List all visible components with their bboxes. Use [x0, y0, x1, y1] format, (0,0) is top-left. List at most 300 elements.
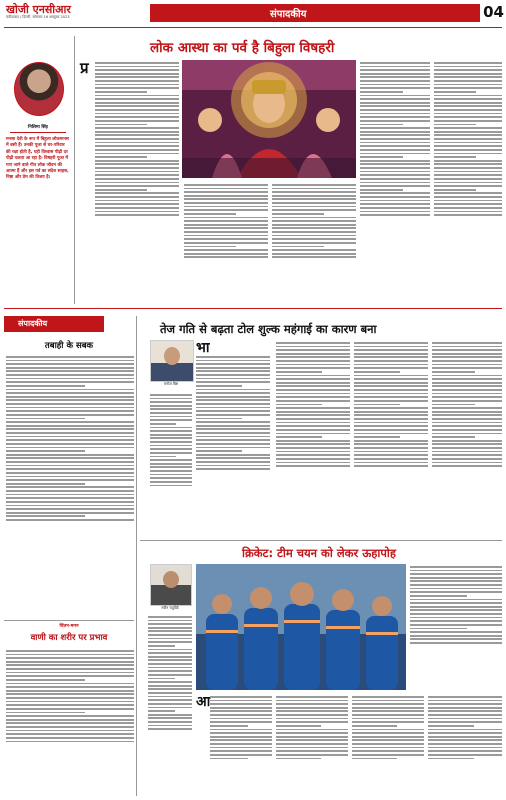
text-line [272, 224, 356, 226]
text-line [360, 134, 430, 136]
text-line [6, 715, 134, 717]
text-line [276, 718, 348, 720]
text-line [360, 113, 430, 115]
text-line [196, 468, 270, 470]
text-line [196, 378, 270, 380]
text-line [276, 707, 348, 709]
text-line [276, 732, 348, 734]
text-line [95, 66, 179, 68]
text-line [428, 732, 502, 734]
toll-headline: तेज गति से बढ़ता टोल शुल्क महंगाई का कारण बना [160, 322, 377, 336]
text-line [210, 750, 272, 752]
text-line [184, 213, 236, 215]
text-line [272, 256, 356, 258]
text-line [6, 690, 134, 692]
text-line [6, 494, 134, 496]
text-line [196, 457, 270, 459]
text-line [184, 224, 268, 226]
text-line [428, 729, 502, 731]
toll-text-col-0 [150, 392, 192, 538]
text-line [354, 440, 428, 442]
text-line [434, 69, 502, 71]
text-line [210, 714, 272, 716]
text-line [354, 389, 428, 391]
text-line [434, 192, 502, 194]
left-col-divider [136, 316, 137, 796]
text-line [432, 465, 502, 467]
text-line [360, 131, 430, 133]
text-line [360, 214, 430, 216]
text-line [150, 405, 192, 407]
toll-text-col-3 [354, 340, 428, 538]
text-line [196, 360, 270, 362]
text-line [360, 207, 430, 209]
text-line [6, 657, 134, 659]
text-line [210, 707, 272, 709]
text-line [354, 400, 428, 402]
text-line [6, 370, 134, 372]
text-line [432, 436, 475, 438]
text-line [95, 207, 179, 209]
text-line [410, 628, 467, 630]
brand-logo: खोजी एनसीआर [6, 3, 71, 16]
text-line [276, 375, 350, 377]
text-line [432, 378, 502, 380]
text-line [150, 412, 192, 414]
text-line [184, 206, 268, 208]
text-line [95, 113, 179, 115]
text-line [432, 422, 502, 424]
text-line [150, 459, 192, 461]
text-line [184, 209, 268, 211]
text-line [95, 69, 179, 71]
text-line [95, 196, 179, 198]
text-line [354, 367, 428, 369]
text-line [410, 595, 467, 597]
text-line [434, 174, 502, 176]
text-line [148, 728, 192, 730]
text-line [360, 66, 430, 68]
text-line [95, 62, 179, 64]
text-line [434, 211, 502, 213]
text-line [354, 458, 428, 460]
text-line [6, 392, 134, 394]
text-line [434, 156, 476, 158]
text-line [276, 703, 348, 705]
text-line [276, 710, 348, 712]
text-line [210, 739, 272, 741]
text-line [196, 356, 270, 358]
text-line [276, 371, 322, 373]
text-line [276, 436, 322, 438]
text-line [352, 732, 424, 734]
main-headline: लोक आस्था का पर्व है बिहुला विषहरी [150, 40, 335, 56]
text-line [434, 95, 502, 97]
cricket-author-photo [150, 564, 192, 606]
text-line [434, 196, 502, 198]
text-line [272, 227, 356, 229]
text-line [354, 356, 428, 358]
text-line [95, 160, 179, 162]
text-line [360, 80, 430, 82]
cricket-text-col-2 [276, 694, 348, 796]
text-line [196, 454, 270, 456]
text-line [150, 434, 192, 436]
text-line [434, 116, 502, 118]
text-line [210, 721, 272, 723]
text-line [184, 238, 268, 240]
author-rule [10, 132, 66, 133]
text-line [434, 76, 502, 78]
text-line [354, 436, 400, 438]
text-line [6, 650, 134, 652]
text-line [6, 454, 134, 456]
text-line [210, 758, 248, 760]
text-line [352, 754, 424, 756]
text-line [276, 462, 350, 464]
text-line [434, 200, 502, 202]
toll-text-col-2 [276, 340, 350, 538]
text-line [410, 638, 502, 640]
text-line [196, 436, 270, 438]
text-line [6, 654, 134, 656]
text-line [148, 681, 192, 683]
text-line [6, 468, 134, 470]
text-line [95, 102, 179, 104]
text-line [196, 443, 270, 445]
text-line [148, 678, 175, 680]
text-line [354, 346, 428, 348]
text-line [360, 84, 430, 86]
text-line [434, 124, 476, 126]
main-text-col-4 [360, 60, 430, 304]
text-line [360, 178, 430, 180]
text-line [272, 235, 356, 237]
text-line [432, 404, 475, 406]
text-line [148, 699, 192, 701]
text-line [410, 577, 502, 579]
text-line [276, 360, 350, 362]
text-line [272, 253, 356, 255]
text-line [428, 703, 502, 705]
text-line [276, 758, 321, 760]
text-line [95, 80, 179, 82]
cricket-author-caption: नवीन चतुर्वेदी [161, 606, 179, 610]
text-line [6, 457, 134, 459]
text-line [360, 69, 430, 71]
text-line [95, 95, 179, 97]
text-line [196, 410, 270, 412]
text-line [276, 404, 322, 406]
text-line [272, 209, 356, 211]
text-line [434, 142, 502, 144]
text-line [148, 714, 192, 716]
text-line [148, 721, 192, 723]
text-line [6, 367, 134, 369]
text-line [6, 479, 134, 481]
text-line [434, 203, 502, 205]
text-line [6, 418, 85, 420]
text-line [410, 609, 502, 611]
text-line [196, 428, 270, 430]
text-line [150, 470, 192, 472]
text-line [432, 429, 502, 431]
text-line [428, 721, 502, 723]
text-line [432, 454, 502, 456]
text-line [196, 399, 270, 401]
text-line [150, 466, 192, 468]
text-line [95, 134, 179, 136]
text-line [184, 188, 268, 190]
text-line [95, 200, 179, 202]
text-line [6, 428, 134, 430]
text-line [196, 465, 270, 467]
text-line [210, 718, 272, 720]
text-line [95, 84, 179, 86]
masthead [0, 0, 506, 26]
text-line [148, 692, 192, 694]
text-line [434, 131, 502, 133]
text-line [6, 679, 85, 681]
text-line [196, 363, 270, 365]
text-line [276, 342, 350, 344]
text-line [95, 142, 179, 144]
text-line [360, 203, 430, 205]
text-line [95, 91, 147, 93]
text-line [6, 410, 134, 412]
text-line [276, 729, 348, 731]
text-line [432, 407, 502, 409]
text-line [276, 451, 350, 453]
text-line [276, 349, 350, 351]
text-line [354, 465, 428, 467]
text-line [428, 750, 502, 752]
toll-author-photo [150, 340, 194, 382]
cricket-text-col-r1 [410, 564, 502, 690]
text-line [6, 490, 134, 492]
text-line [272, 231, 356, 233]
text-line [360, 87, 430, 89]
text-line [184, 202, 268, 204]
text-line [95, 116, 179, 118]
text-line [150, 448, 192, 450]
text-line [148, 717, 192, 719]
text-line [148, 710, 175, 712]
text-line [360, 138, 430, 140]
text-line [150, 398, 192, 400]
text-line [434, 84, 502, 86]
text-line [6, 421, 134, 423]
section-divider-1 [4, 308, 502, 309]
text-line [276, 346, 350, 348]
text-line [276, 465, 350, 467]
text-line [410, 573, 502, 575]
text-line [210, 729, 272, 731]
text-line [184, 184, 268, 186]
text-line [428, 707, 502, 709]
text-line [410, 617, 502, 619]
text-line [360, 200, 430, 202]
text-line [360, 91, 403, 93]
text-line [272, 198, 356, 200]
text-line [434, 138, 502, 140]
text-line [150, 474, 192, 476]
text-line [95, 163, 179, 165]
sampadakiya-label: संपादकीय [18, 319, 48, 328]
text-line [360, 102, 430, 104]
text-line [184, 217, 268, 219]
bottom-editorial-text [6, 648, 134, 796]
text-line [196, 389, 270, 391]
text-line [354, 360, 428, 362]
text-line [210, 703, 272, 705]
text-line [272, 249, 356, 251]
text-line [354, 443, 428, 445]
text-line [6, 686, 134, 688]
text-line [272, 220, 356, 222]
text-line [432, 425, 502, 427]
text-line [352, 725, 397, 727]
text-line [360, 185, 430, 187]
text-line [150, 485, 192, 487]
text-line [360, 124, 403, 126]
text-line [434, 189, 476, 191]
text-line [196, 450, 242, 452]
text-line [95, 98, 179, 100]
text-line [95, 167, 179, 169]
text-line [95, 203, 179, 205]
author-box [4, 36, 72, 304]
text-line [360, 167, 430, 169]
text-line [95, 131, 179, 133]
text-line [276, 440, 350, 442]
text-line [184, 246, 236, 248]
text-line [354, 425, 428, 427]
text-line [196, 385, 242, 387]
text-line [276, 422, 350, 424]
text-line [360, 127, 430, 129]
text-line [432, 462, 502, 464]
text-line [276, 696, 348, 698]
text-line [354, 422, 428, 424]
text-line [196, 432, 270, 434]
text-line [432, 367, 502, 369]
text-line [360, 163, 430, 165]
text-line [6, 737, 134, 739]
main-dropcap: प्र [80, 59, 89, 77]
text-line [95, 145, 179, 147]
text-line [410, 635, 502, 637]
text-line [410, 566, 502, 568]
text-line [432, 400, 502, 402]
text-line [272, 213, 324, 215]
author-divider [74, 36, 75, 304]
text-line [210, 736, 272, 738]
text-line [6, 432, 134, 434]
text-line [95, 211, 179, 213]
text-line [276, 414, 350, 416]
text-line [354, 382, 428, 384]
text-line [354, 418, 428, 420]
text-line [360, 174, 430, 176]
text-line [432, 360, 502, 362]
text-line [410, 613, 502, 615]
section-title-bar [150, 4, 480, 22]
text-line [276, 433, 350, 435]
text-line [148, 663, 192, 665]
text-line [276, 750, 348, 752]
text-line [432, 389, 502, 391]
text-line [210, 696, 272, 698]
text-line [6, 712, 85, 714]
text-line [276, 393, 350, 395]
text-line [6, 704, 134, 706]
text-line [276, 389, 350, 391]
text-line [276, 382, 350, 384]
text-line [360, 171, 430, 173]
text-line [6, 443, 134, 445]
author-photo [14, 62, 64, 116]
text-line [410, 584, 502, 586]
text-line [184, 253, 268, 255]
page-number: 04 [483, 3, 504, 21]
text-line [95, 127, 179, 129]
text-line [432, 346, 502, 348]
text-line [434, 113, 502, 115]
text-line [410, 631, 502, 633]
text-line [354, 371, 400, 373]
text-line [360, 149, 430, 151]
text-line [148, 670, 192, 672]
text-line [428, 758, 474, 760]
text-line [428, 747, 502, 749]
text-line [432, 443, 502, 445]
text-line [434, 134, 502, 136]
text-line [432, 385, 502, 387]
text-line [360, 109, 430, 111]
text-line [410, 591, 502, 593]
text-line [354, 364, 428, 366]
text-line [432, 458, 502, 460]
cricket-team-photo [196, 564, 406, 690]
text-line [150, 477, 192, 479]
text-line [354, 378, 428, 380]
text-line [354, 407, 428, 409]
text-line [354, 429, 428, 431]
text-line [276, 418, 350, 420]
text-line [276, 454, 350, 456]
text-line [352, 758, 397, 760]
bottom-kicker: चिंतन-मनन [59, 624, 79, 629]
text-line [276, 714, 348, 716]
text-line [276, 425, 350, 427]
text-line [410, 580, 502, 582]
text-line [276, 367, 350, 369]
text-line [276, 743, 348, 745]
text-line [6, 508, 134, 510]
text-line [6, 356, 134, 358]
text-line [272, 184, 356, 186]
text-line [196, 407, 270, 409]
text-line [148, 688, 192, 690]
text-line [428, 710, 502, 712]
text-line [354, 447, 428, 449]
main-text-col-1 [95, 60, 179, 304]
text-line [276, 721, 348, 723]
text-line [354, 393, 428, 395]
text-line [6, 378, 134, 380]
text-line [410, 599, 502, 601]
